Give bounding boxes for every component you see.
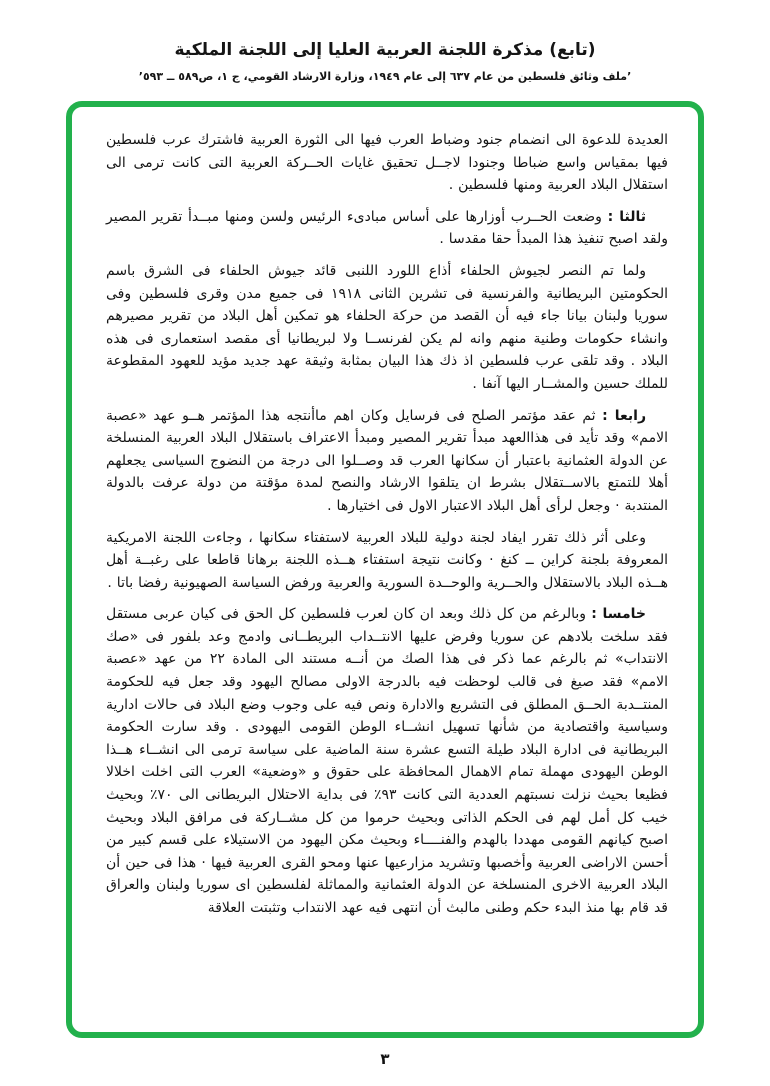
- paragraph-continuation: [106, 129, 668, 197]
- paragraph-commission: [106, 527, 668, 595]
- paragraph-label: ثالثا :: [607, 208, 647, 225]
- paragraph-text: ثم عقد مؤتمر الصلح فى فرسايل وكان اهم ماأنتجه هذا المؤتمر هــو عهد «عصبة الامم» وقد تأيد فى هذاالعهد مبدأ تقرير المصير ومبدأ الاعتراف باستقلال البلاد العربية المنسلخة عن الدولة العثمانية باعتبار أن سكانها العرب قد وصــلوا الى درجة من النضوج السياسى يجعلهم أهلا للتمتع بالاســتقلال بشرط ان يتلقوا الارشاد والنصح لمدة مؤقتة من دولة عرفت بالدولة المنتدبة · وجعل لرأى أهل البلاد الاعتبار الاول فى اختيارها .: [106, 407, 668, 514]
- document-header: [0, 0, 770, 83]
- paragraph-text: وعلى أثر ذلك تقرر ايفاد لجنة دولية للبلاد العربية لاستفتاء سكانها ، وجاءت اللجنة الامريكية المعروفة بلجنة كراين ــ كنغ · وكانت نتيجة استفتاء هــذه اللجنة برهانا قاطعا على رغبــة أهل هــذه البلاد بالاستقلال والحــرية والوحــدة السورية والعربية ورفض السياسة الصهيونية رفضا باتا .: [106, 529, 668, 591]
- paragraph-text: وضعت الحــرب أوزارها على أساس مبادىء الرئيس ولسن ومنها مبــدأ تقرير المصير ولقد اصبح تنفيذ هذا المبدأ حقا مقدسا .: [106, 208, 668, 248]
- paragraph-text: ولما تم النصر لجيوش الحلفاء أذاع اللورد اللنبى قائد جيوش الحلفاء فى الشرق باسم الحكومتين البريطانية والفرنسية فى تشرين الثانى ١٩١٨ فى جميع مدن وقرى فلسطين وفى سوريا ولبنان بيانا جاء فيه أن القصد من حركة الحلفاء هو تمكين أهل البلاد من تقرير مصيرهم وانشاء حكومات وطنية منهم وانه لم يكن لفرنســا ولا لبريطانيا أى مقصد استعمارى فى هذه البلاد . وقد تلقى عرب فلسطين اذ ذك هذا البيان بمثابة وثيقة عهد جديد مؤيد للعهود المقطوعة للملك حسين والمشــار اليها آنفا .: [106, 262, 668, 392]
- paragraph-fourthly: [106, 405, 668, 518]
- paragraph-thirdly: [106, 206, 668, 251]
- paragraph-label: رابعا :: [602, 407, 647, 424]
- paragraph-victory: [106, 260, 668, 396]
- page-number: ٣: [380, 1050, 390, 1068]
- source-citation: ’ملف وثائق فلسطين من عام ٦٣٧ إلى عام ١٩٤٩، وزارة الارشاد القومي، ج ١، ص٥٨٩ ــ ٥٩٣’: [138, 70, 632, 83]
- paragraph-text: العديدة للدعوة الى انضمام جنود وضباط العرب فيها الى الثورة العربية فاشترك عرب فلسطين فيها بمقياس واسع ضباطا وجنودا لاجــل تحقيق غايات الحــركة العربية التى كانت ترمى الى استقلال البلاد العربية ومنها فلسطين .: [106, 132, 668, 194]
- green-text-frame: [66, 101, 704, 1038]
- paragraph-label: خامسا :: [591, 606, 646, 623]
- paragraph-text: وبالرغم من كل ذلك وبعد ان كان لعرب فلسطين كل الحق فى كيان عربى مستقل فقد سلخت بلادهم عن سوريا وفرض عليها الانتــداب البريطــانى وادمج وعد بلفور فى «صك الانتداب» ثم بالرغم عما ذكر فى هذا الصك من أنــه مستند الى المادة ٢٢ من عهد «عصبة الامم» فقد صيغ فى قالب لوحظت فيه بالدرجة الاولى مصالح اليهود وقد جعل فيه للحكومة المنتــدبة الحــق المطلق فى التشريع والادارة ونص فيه على وجوب وضع البلاد فى حالات ادارية وسياسية واقتصادية من شأنها تسهيل انشــاء الوطن القومى اليهودى . وقد سارت الحكومة البريطانية فى ادارة البلاد طيلة التسع عشرة سنة الماضية على سياسة ترمى الى انشــاء هــذا الوطن اليهودى مهملة تمام الاهمال المحافظة على حقوق و «وضعية» العرب التى اخلت اخلالا فظيعا بحيث نزلت نسبتهم العددية التى كانت ٩٣٪ فى بداية الاحتلال البريطانى الى ٧٠٪ وبحيث خيب كل أمل لهم فى الحكم الذاتى وبحيث حرموا من كل مشــاركة فى مرافق البلاد وبحيث اصبح كيانهم القومى مهددا بالهدم والفنــــاء وبحيث مكن اليهود من الاستيلاء على قسم كبير من أحسن الاراضى العربية وأخصبها وتشريد مزارعيها عنها ومحو القرى العربية فيها · هذا فى حين أن البلاد العربية الاخرى المنسلخة عن الدولة العثمانية والمماثلة لفلسطين اى سوريا ولبنان والعراق قد قام بها منذ البدء حكم وطنى مالبث أن انتهى فيه عهد الانتداب وتثبتت العلاقة: [106, 606, 668, 916]
- page-title: (تابع) مذكرة اللجنة العربية العليا إلى اللجنة الملكية: [174, 40, 596, 60]
- paragraph-fifthly: [106, 603, 668, 919]
